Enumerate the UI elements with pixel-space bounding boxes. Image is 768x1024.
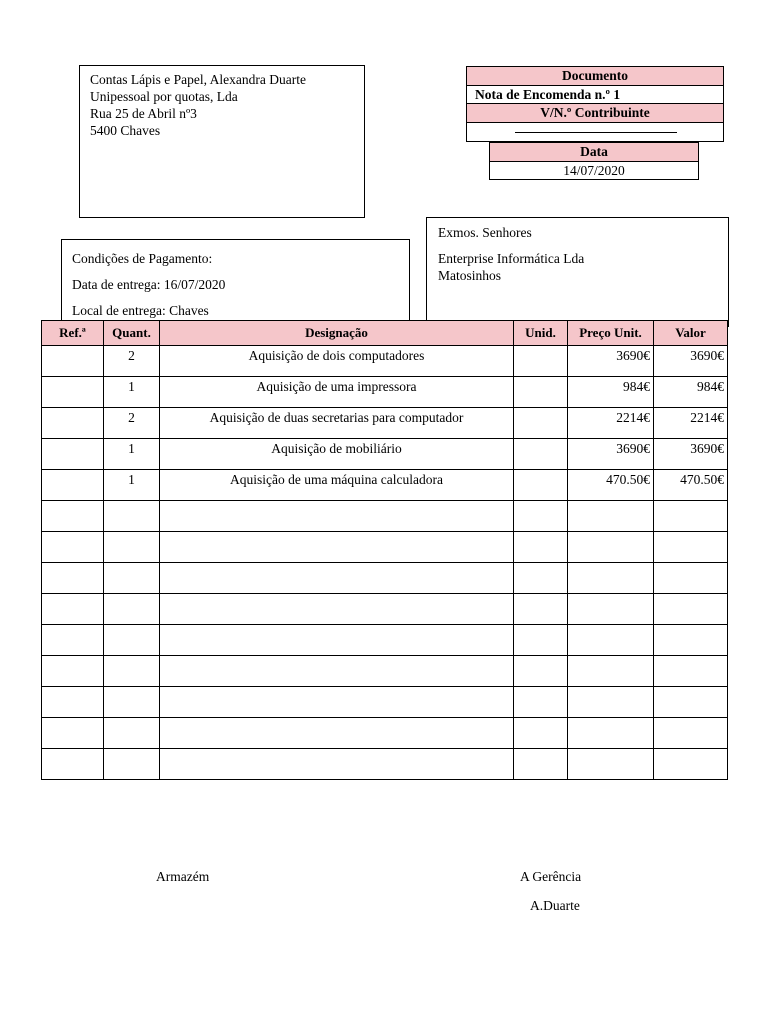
cell-unit-price bbox=[568, 656, 654, 687]
table-row bbox=[42, 594, 728, 625]
cell-unit bbox=[514, 532, 568, 563]
cell-ref bbox=[42, 408, 104, 439]
recipient-name: Enterprise Informática Lda bbox=[438, 251, 585, 266]
cell-value: 984€ bbox=[654, 377, 728, 408]
recipient-spacer bbox=[438, 241, 728, 250]
cell-designation bbox=[160, 532, 514, 563]
table-row bbox=[42, 346, 728, 377]
cell-value bbox=[654, 687, 728, 718]
col-header-unit: Unid. bbox=[514, 321, 568, 346]
cell-unit-price bbox=[568, 563, 654, 594]
cell-value: 3690€ bbox=[654, 439, 728, 470]
cell-designation bbox=[160, 625, 514, 656]
cell-ref bbox=[42, 532, 104, 563]
delivery-place: Local de entrega: Chaves bbox=[72, 303, 209, 318]
table-row bbox=[42, 377, 728, 408]
col-header-value: Valor bbox=[654, 321, 728, 346]
cell-ref bbox=[42, 377, 104, 408]
cell-unit-price: 2214€ bbox=[568, 408, 654, 439]
payment-conditions: Condições de Pagamento: bbox=[72, 251, 213, 266]
contribuinte-underline bbox=[515, 132, 677, 133]
cell-ref bbox=[42, 346, 104, 377]
cell-value bbox=[654, 656, 728, 687]
cell-unit bbox=[514, 439, 568, 470]
cell-quantity: 2 bbox=[104, 346, 160, 377]
cell-unit bbox=[514, 408, 568, 439]
cell-quantity bbox=[104, 749, 160, 780]
cell-designation bbox=[160, 718, 514, 749]
cell-designation bbox=[160, 749, 514, 780]
cell-unit bbox=[514, 749, 568, 780]
table-row bbox=[42, 625, 728, 656]
table-row bbox=[42, 532, 728, 563]
sender-street: Rua 25 de Abril nº3 bbox=[90, 106, 197, 121]
cell-unit-price bbox=[568, 501, 654, 532]
contribuinte-label: V/N.º Contribuinte bbox=[467, 104, 723, 123]
sender-name: Contas Lápis e Papel, Alexandra Duarte bbox=[90, 72, 306, 87]
cell-quantity bbox=[104, 594, 160, 625]
cell-ref bbox=[42, 439, 104, 470]
cell-value: 2214€ bbox=[654, 408, 728, 439]
cell-ref bbox=[42, 563, 104, 594]
recipient-box bbox=[426, 217, 729, 327]
col-header-designation: Designação bbox=[160, 321, 514, 346]
sender-company-type: Unipessoal por quotas, Lda bbox=[90, 89, 238, 104]
cell-quantity bbox=[104, 501, 160, 532]
cell-unit-price: 984€ bbox=[568, 377, 654, 408]
cell-ref bbox=[42, 749, 104, 780]
cell-ref bbox=[42, 625, 104, 656]
table-row bbox=[42, 749, 728, 780]
contribuinte-field bbox=[467, 123, 723, 141]
cell-quantity bbox=[104, 563, 160, 594]
document-info-box bbox=[466, 66, 724, 142]
cell-quantity: 1 bbox=[104, 439, 160, 470]
cell-value bbox=[654, 532, 728, 563]
cell-ref bbox=[42, 501, 104, 532]
cell-unit bbox=[514, 625, 568, 656]
cell-value: 3690€ bbox=[654, 346, 728, 377]
cell-unit-price bbox=[568, 625, 654, 656]
cell-ref bbox=[42, 656, 104, 687]
cell-unit bbox=[514, 656, 568, 687]
cell-quantity bbox=[104, 687, 160, 718]
cell-quantity bbox=[104, 718, 160, 749]
cell-ref bbox=[42, 718, 104, 749]
cell-quantity: 1 bbox=[104, 377, 160, 408]
table-header-row bbox=[42, 321, 728, 346]
cell-designation bbox=[160, 501, 514, 532]
cell-quantity bbox=[104, 532, 160, 563]
recipient-city: Matosinhos bbox=[438, 268, 502, 283]
order-items-table bbox=[41, 320, 728, 780]
cell-ref bbox=[42, 594, 104, 625]
cell-designation: Aquisição de dois computadores bbox=[160, 346, 514, 377]
cell-designation bbox=[160, 656, 514, 687]
cell-ref bbox=[42, 470, 104, 501]
cell-designation: Aquisição de mobiliário bbox=[160, 439, 514, 470]
management-label: A Gerência bbox=[520, 869, 582, 884]
cell-unit-price: 3690€ bbox=[568, 346, 654, 377]
table-row bbox=[42, 408, 728, 439]
col-header-quantity: Quant. bbox=[104, 321, 160, 346]
sender-postal-city: 5400 Chaves bbox=[90, 123, 161, 138]
document-number: Nota de Encomenda n.º 1 bbox=[467, 86, 723, 104]
cell-designation bbox=[160, 563, 514, 594]
table-row bbox=[42, 656, 728, 687]
table-row bbox=[42, 439, 728, 470]
cell-unit-price bbox=[568, 532, 654, 563]
table-row bbox=[42, 501, 728, 532]
cell-value: 470.50€ bbox=[654, 470, 728, 501]
table-row bbox=[42, 563, 728, 594]
cell-unit bbox=[514, 377, 568, 408]
cell-designation: Aquisição de uma impressora bbox=[160, 377, 514, 408]
cell-ref bbox=[42, 687, 104, 718]
cell-unit bbox=[514, 594, 568, 625]
date-value: 14/07/2020 bbox=[563, 163, 625, 178]
cell-unit-price bbox=[568, 749, 654, 780]
cell-unit-price bbox=[568, 687, 654, 718]
cell-unit bbox=[514, 501, 568, 532]
cell-unit bbox=[514, 718, 568, 749]
cell-quantity: 1 bbox=[104, 470, 160, 501]
cell-quantity bbox=[104, 625, 160, 656]
table-row bbox=[42, 718, 728, 749]
table-body bbox=[42, 346, 728, 780]
cell-value bbox=[654, 594, 728, 625]
date-label: Data bbox=[490, 143, 698, 162]
cell-unit bbox=[514, 563, 568, 594]
col-header-ref: Ref.ª bbox=[42, 321, 104, 346]
cell-value bbox=[654, 625, 728, 656]
cell-quantity bbox=[104, 656, 160, 687]
sender-address-box bbox=[79, 65, 365, 218]
cell-unit bbox=[514, 346, 568, 377]
cell-value bbox=[654, 718, 728, 749]
table-row bbox=[42, 470, 728, 501]
cell-unit-price: 470.50€ bbox=[568, 470, 654, 501]
warehouse-label: Armazém bbox=[156, 869, 210, 884]
cell-value bbox=[654, 501, 728, 532]
cell-unit-price bbox=[568, 718, 654, 749]
cell-unit bbox=[514, 687, 568, 718]
table-row bbox=[42, 687, 728, 718]
document-title: Documento bbox=[467, 67, 723, 86]
cell-designation bbox=[160, 687, 514, 718]
conditions-box bbox=[61, 239, 410, 327]
cell-designation bbox=[160, 594, 514, 625]
cell-unit bbox=[514, 470, 568, 501]
col-header-unit-price: Preço Unit. bbox=[568, 321, 654, 346]
date-box bbox=[489, 142, 699, 180]
cell-designation: Aquisição de duas secretarias para computador bbox=[160, 408, 514, 439]
cell-unit-price bbox=[568, 594, 654, 625]
cell-value bbox=[654, 563, 728, 594]
recipient-greeting: Exmos. Senhores bbox=[438, 225, 532, 240]
cell-unit-price: 3690€ bbox=[568, 439, 654, 470]
cell-quantity: 2 bbox=[104, 408, 160, 439]
cell-designation: Aquisição de uma máquina calculadora bbox=[160, 470, 514, 501]
cell-value bbox=[654, 749, 728, 780]
signature-name: A.Duarte bbox=[530, 898, 580, 913]
delivery-date: Data de entrega: 16/07/2020 bbox=[72, 277, 226, 292]
